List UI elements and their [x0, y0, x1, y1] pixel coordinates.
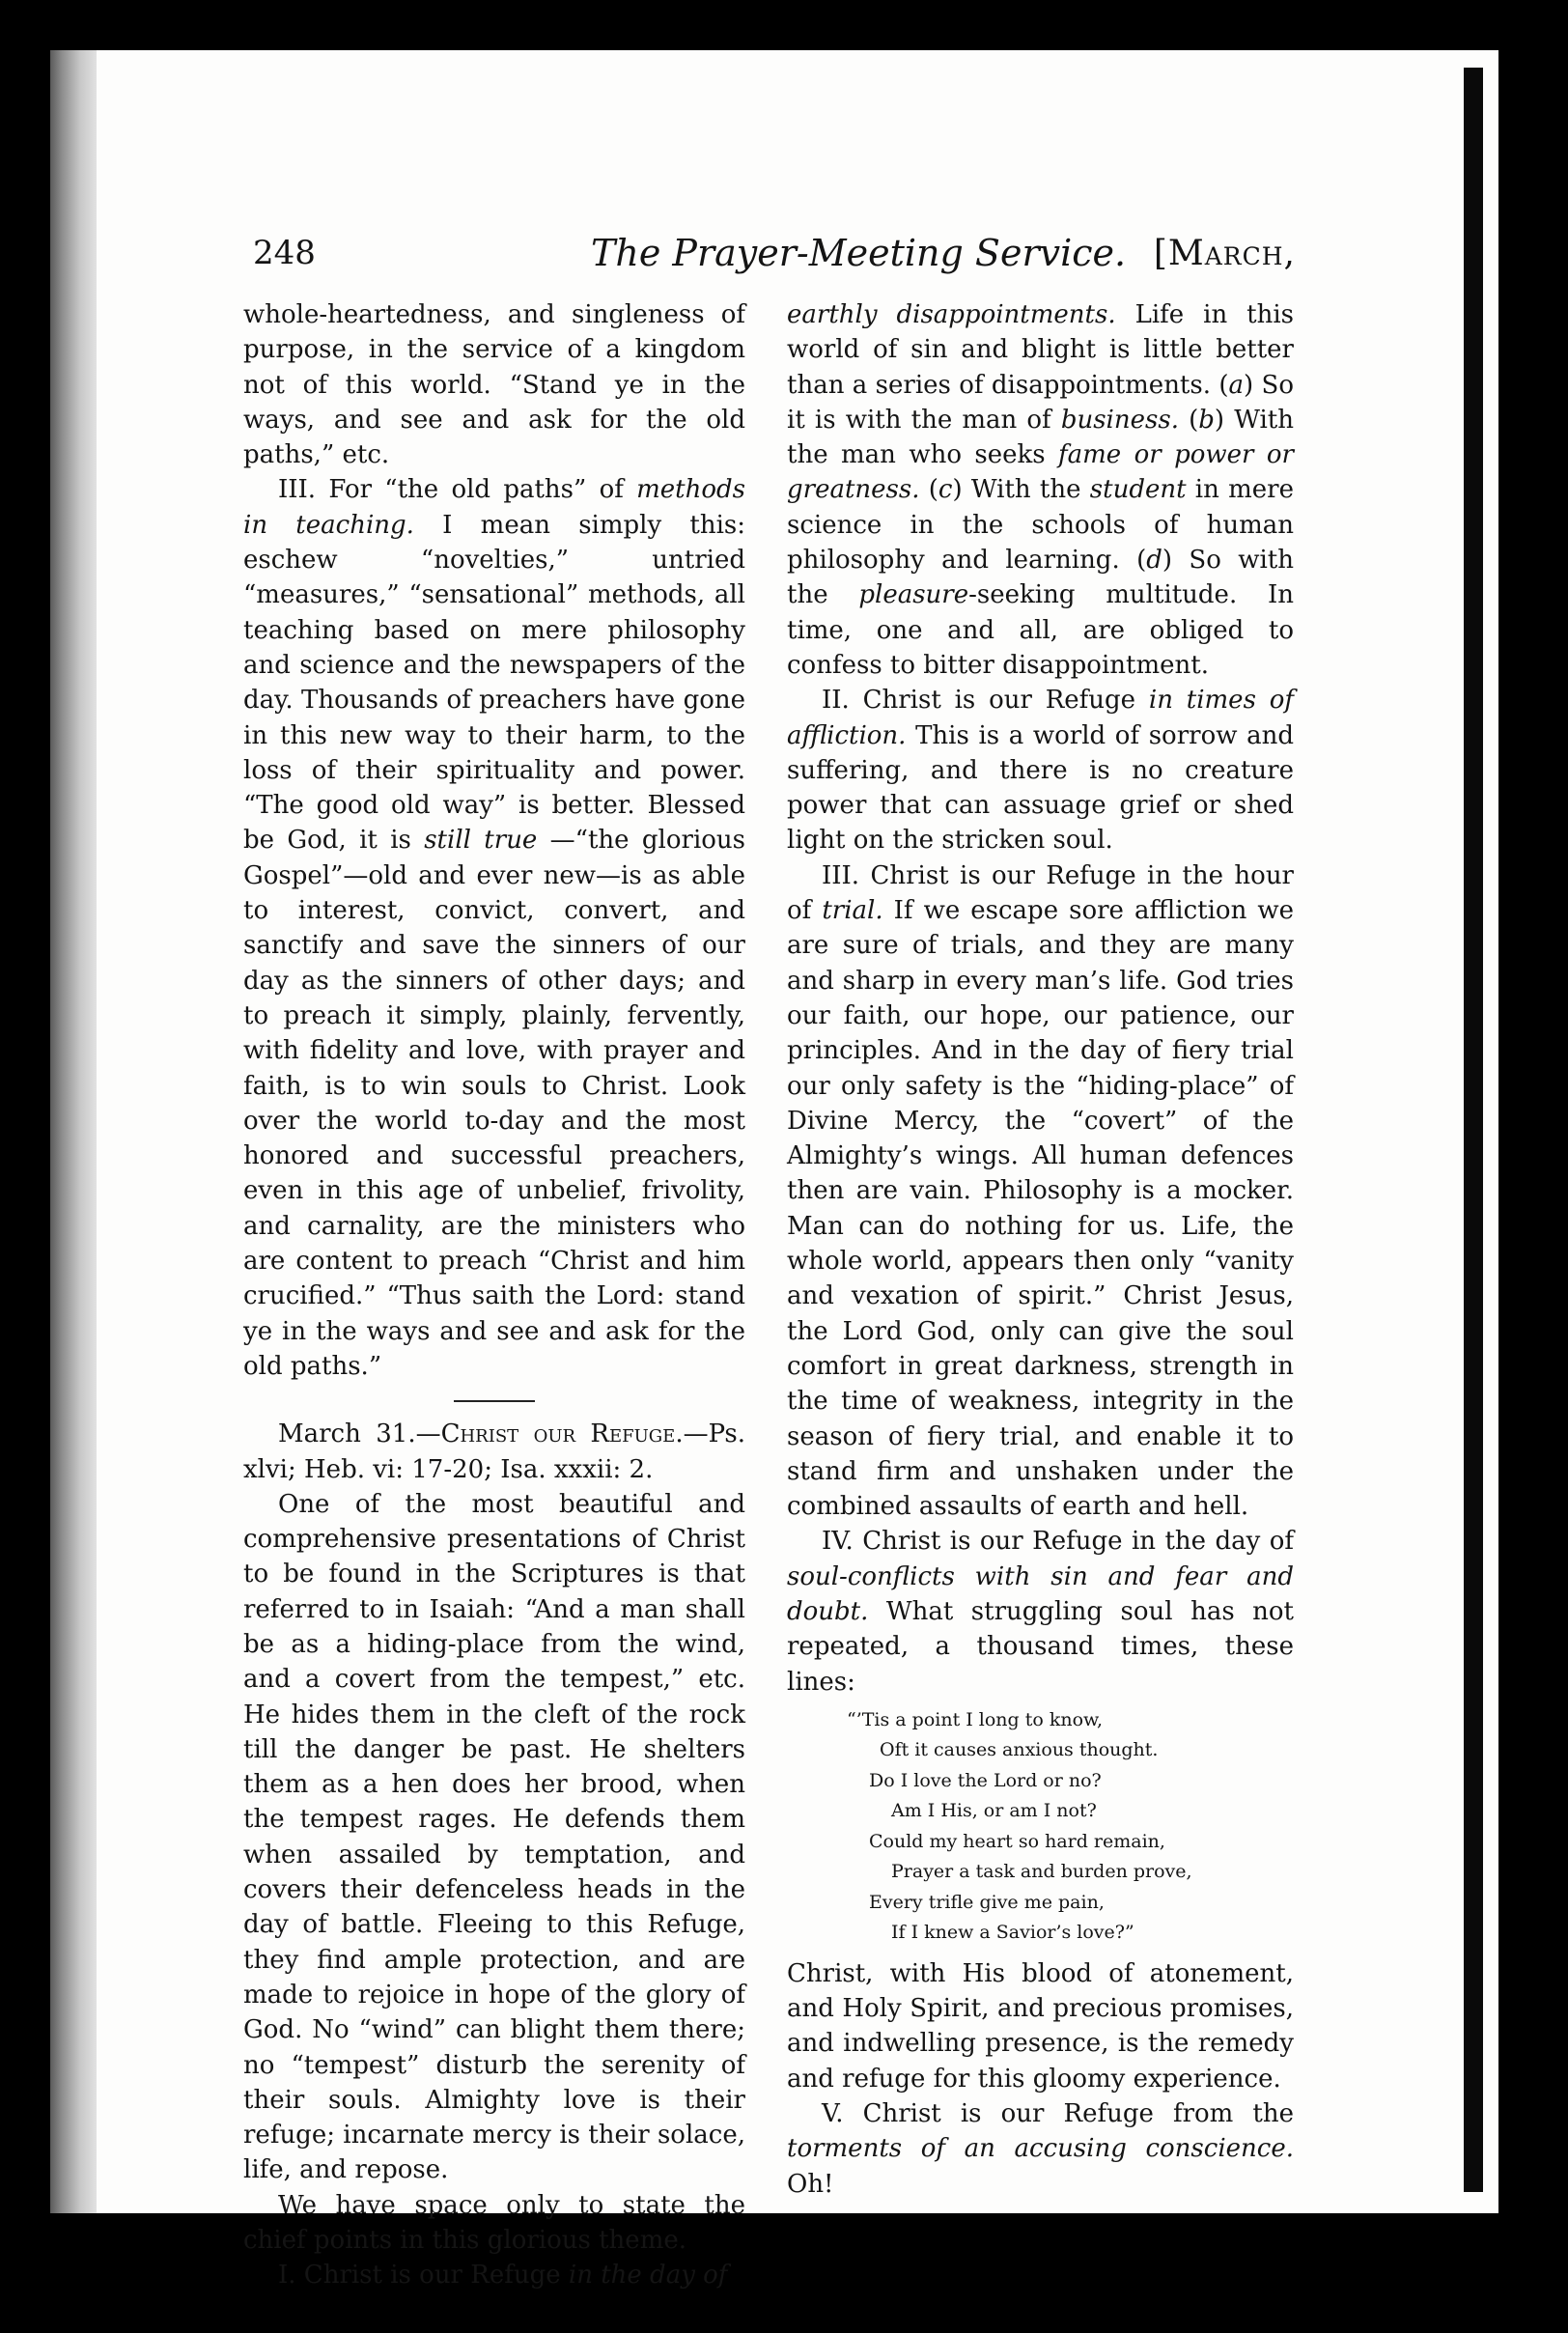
text-run: V. Christ is our Refuge from the: [822, 2099, 1294, 2129]
paragraph-whole-heartedness: whole-heartedness, and singleness of purpose, in the service of a kingdom not of this world. “Stand ye in the ways, and see and ask for the old paths,” etc.: [243, 300, 745, 470]
paragraph-point-three: [787, 858, 1294, 1525]
text-run: Oh!: [787, 2169, 834, 2199]
text-run: ) So it is with the man of: [787, 370, 1295, 435]
section-heading: [243, 1417, 745, 1487]
paragraph-point-two: [787, 683, 1294, 857]
emphasis-text: pleasure: [858, 580, 969, 610]
page-edge-shadow: [1464, 68, 1483, 2192]
heading-scripture-refs: —Ps. xlvi; Heb. vi: 17-20; Isa. xxxii: 2.: [243, 1419, 745, 1484]
emphasis-text: torments of an accusing conscience.: [787, 2134, 1294, 2164]
paragraph-old-paths-methods: [243, 472, 745, 1384]
paragraph-point-five: [787, 2096, 1294, 2202]
left-column: [243, 297, 745, 2293]
text-run: —“the glorious Gospel”—old and ever new—is as able to interest, convict, convert, and sanctify and save the sinners of our day as the sinners of other days; and to preach it simply, plainly, fervently, with fidelity and love, with prayer and faith, is to win souls to Christ. Look over the world to-day and the most honored and successful preachers, even in this age of unbelief, frivolity, and carnality, are the ministers who are content to preach “Christ and him crucified.” “Thus saith the Lord: stand ye in the ways and see and ask for the old paths.”: [243, 826, 746, 1381]
emphasis-text: methods in teaching.: [243, 475, 745, 540]
poem-line: Every trifle give me pain,: [869, 1891, 1105, 1913]
paragraph-remedy: Christ, with His blood of atonement, and Holy Spirit, and precious promises, and indwelling presence, is the remedy and refuge for this gloomy experience.: [787, 1958, 1294, 2094]
poem-line: Am I His, or am I not?: [891, 1800, 1097, 1822]
emphasis-text: b: [1198, 405, 1215, 435]
text-run: III. Christ is our Refuge in the hour of: [787, 860, 1294, 926]
page-number: 248: [253, 234, 316, 272]
text-run: III. For “the old paths” of: [278, 475, 637, 505]
running-header: [253, 228, 1296, 286]
emphasis-text: student: [1089, 475, 1187, 505]
paragraph-point-four: [787, 1524, 1294, 1699]
poem-line: Could my heart so hard remain,: [869, 1830, 1165, 1852]
emphasis-text: earthly disappointments.: [787, 300, 1116, 329]
text-run: -seeking multitude. In time, one and all, are obliged to confess to bitter disappointment.: [787, 580, 1294, 680]
right-column: [787, 297, 1294, 2202]
emphasis-text: in times of affliction.: [787, 686, 1294, 750]
poem-line: “’Tis a point I long to know,: [847, 1708, 1104, 1730]
paragraph-point-one-start: [243, 2258, 745, 2292]
emphasis-text: trial.: [822, 896, 883, 926]
paragraph-disappointments: [787, 297, 1294, 683]
text-run: This is a world of sorrow and suffering, and there is no creature power that can assuage grief or shed light on the stricken soul.: [787, 720, 1294, 856]
poem-line: Prayer a task and burden prove,: [891, 1861, 1192, 1883]
text-run: If we escape sore affliction we are sure of trials, and they are many and sharp in every man’s life. God tries our faith, our hope, our patience, our principles. And in the day of fiery trial our only safety is the “hiding-place” of Divine Mercy, the “covert” of the Almighty’s wings. All human defences then are vain. Philosophy is a mocker. Man can do nothing for us. Life, the whole world, appears then only “vanity and vexation of spirit.” Christ Jesus, the Lord God, only can give the soul comfort in great darkness, strength in the time of weakness, integrity in the season of fiery trial, and enable it to stand firm and unshaken under the combined assaults of earth and hell.: [787, 896, 1294, 1522]
header-month: [March,: [1153, 234, 1296, 273]
text-run: ) With the: [952, 475, 1090, 505]
heading-title: Christ our Refuge.: [440, 1419, 684, 1449]
emphasis-text: soul-conflicts with sin and fear and doubt.: [787, 1561, 1294, 1626]
running-title: The Prayer-Meeting Service.: [591, 232, 1127, 274]
paragraph-chief-points: We have space only to state the chief points in this glorious theme.: [243, 2190, 745, 2256]
emphasis-text: d: [1146, 546, 1162, 576]
text-run: IV. Christ is our Refuge in the day of: [822, 1527, 1294, 1557]
emphasis-text: c: [938, 475, 953, 505]
text-run: ) So with the: [787, 546, 1294, 610]
poem-line: Do I love the Lord or no?: [869, 1769, 1102, 1791]
text-run: I. Christ is our Refuge: [278, 2261, 569, 2291]
text-run: (: [1178, 405, 1199, 435]
hymn-verse: [787, 1705, 1294, 1949]
section-divider: [454, 1400, 535, 1402]
paragraph-refuge-intro: One of the most beautiful and comprehensive presentations of Christ to be found in the Scriptures is that referred to in Isaiah: “And a man shall be as a hiding-place from the wind, and a covert from the tempest,” etc. He hides them in the cleft of the rock till the danger be past. He shelters them as a hen does her brood, when the tempest rages. He defends them when assailed by temptation, and covers their defenceless heads in the day of battle. Fleeing to this Refuge, they find ample protection, and are made to rejoice in hope of the glory of God. No “wind” can blight them there; no “tempest” disturb the serenity of their souls. Almighty love is their refuge; incarnate mercy is their solace, life, and repose.: [243, 1489, 745, 2185]
text-run: What struggling soul has not repeated, a thousand times, these lines:: [787, 1596, 1294, 1697]
emphasis-text: business.: [1060, 405, 1179, 435]
text-run: II. Christ is our Refuge: [822, 686, 1149, 716]
emphasis-text: still true: [424, 826, 538, 856]
heading-date: March 31.—: [278, 1419, 441, 1449]
text-run: (: [919, 475, 938, 505]
emphasis-text: fame or power or greatness.: [787, 440, 1294, 505]
text-run: ) With the man who seeks: [787, 405, 1294, 470]
emphasis-text: a: [1228, 370, 1245, 400]
text-run: in mere science in the schools of human philosophy and learning. (: [787, 475, 1294, 576]
poem-line: If I knew a Savior’s love?”: [891, 1922, 1134, 1944]
text-run: I mean simply this: eschew “novelties,” untried “measures,” “sensational” methods, all teaching based on mere philosophy and science and the newspapers of the day. Thousands of preachers have gone in this new way to their harm, to the loss of their spirituality and power. “The good old way” is better. Blessed be God, it is: [243, 510, 746, 856]
poem-line: Oft it causes anxious thought.: [880, 1739, 1159, 1761]
emphasis-text: in the day of: [568, 2261, 728, 2291]
text-run: Life in this world of sin and blight is little better than a series of disappointments. (: [787, 300, 1295, 400]
